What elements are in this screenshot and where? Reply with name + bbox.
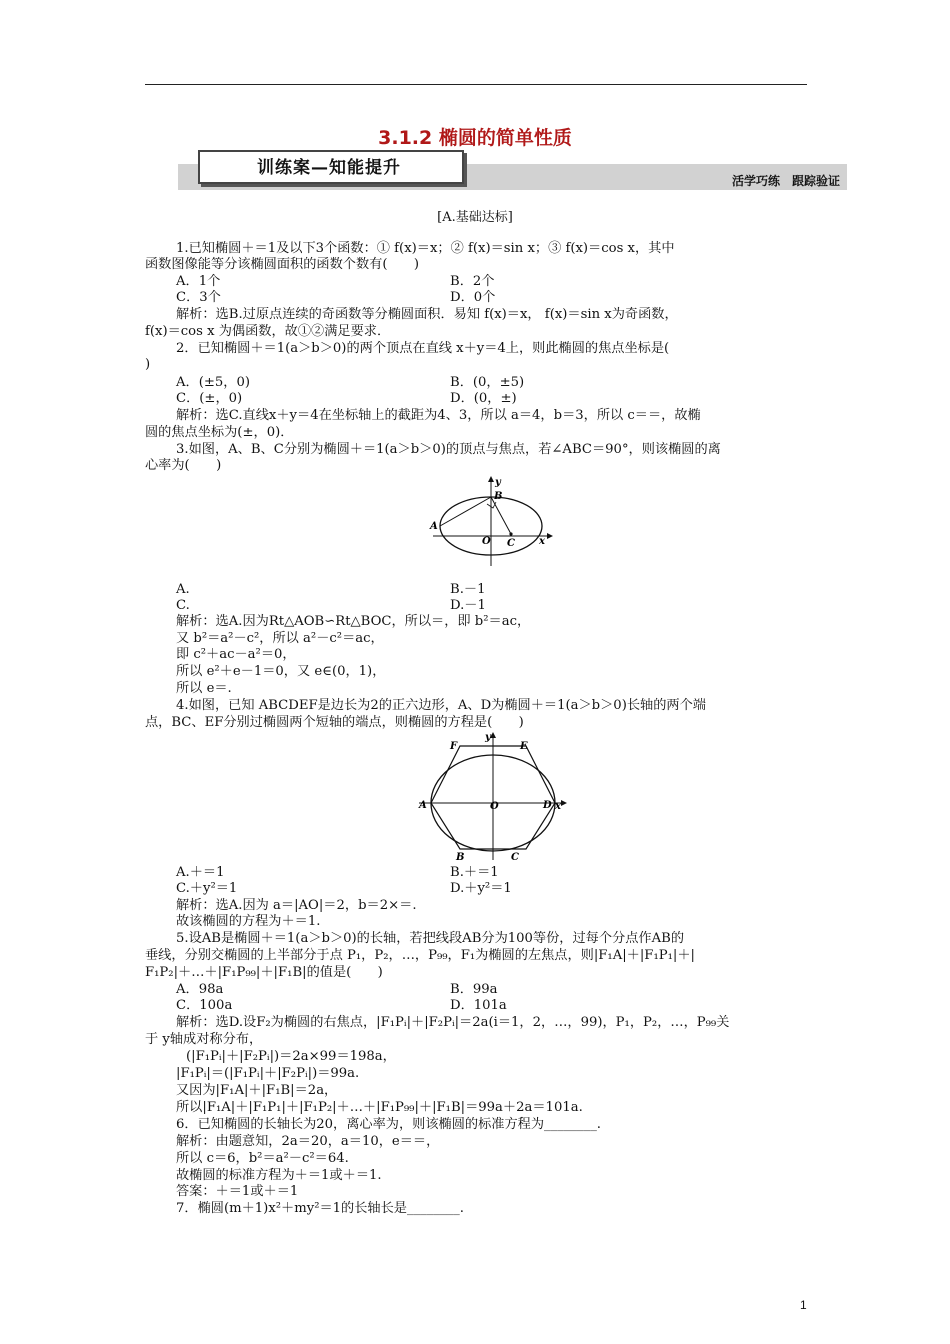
option-a: A．98a [176, 982, 224, 997]
option-b: B.－1 [450, 582, 486, 597]
hexagon-ellipse-figure [415, 728, 571, 864]
band-label: 训练案—知能提升 [257, 158, 401, 178]
label-x: x [539, 536, 545, 547]
text-line: 解析：选A.因为Rt△AOB∽Rt△BOC，所以＝，即 b²＝ac， [176, 614, 531, 629]
label-y: y [485, 732, 491, 743]
option-d: D．(0，±) [450, 391, 517, 406]
text-line: 圆的焦点坐标为(±，0)． [145, 425, 294, 440]
text-line: 所以 e²＋e－1＝0，又 e∈(0，1)， [176, 664, 386, 679]
option-d: D．0个 [450, 290, 496, 305]
text-line: 垂线，分别交椭圆的上半部分于点 P₁，P₂，…，P₉₉，F₁为椭圆的左焦点，则|F₁A|＋|F₁P₁|＋| [145, 948, 695, 963]
page-number: 1 [800, 1298, 807, 1312]
label-x: x [555, 801, 561, 812]
text-line: 所以 e＝. [176, 681, 232, 696]
text-line: 又 b²＝a²－c²，所以 a²－c²＝ac， [176, 631, 384, 646]
section-heading: [A.基础达标] [437, 210, 513, 225]
option-a: A. [176, 582, 190, 597]
text-line: (|F₁Pᵢ|＋|F₂Pᵢ|)＝2a×99＝198a， [186, 1049, 396, 1064]
text-line: 5.设AB是椭圆＋＝1(a＞b＞0)的长轴，若把线段AB分为100等份，过每个分点作AB的 [176, 931, 685, 946]
option-a: A．(±5，0) [176, 375, 251, 390]
text-line: 于 y轴成对称分布， [145, 1032, 263, 1047]
option-d: D．101a [450, 998, 507, 1013]
label-D: D [543, 800, 552, 811]
header-rule [145, 84, 807, 85]
option-c: C．100a [176, 998, 233, 1013]
text-line: f(x)＝cos x 为偶函数，故①②满足要求． [145, 324, 391, 339]
label-E: E [520, 741, 528, 752]
text-line: 解析：选A.因为 a＝|AO|＝2，b＝2×＝. [176, 898, 417, 913]
ellipse-figure-1 [425, 474, 555, 570]
label-C: C [511, 852, 519, 863]
label-B: B [494, 491, 503, 502]
option-b: B．99a [450, 982, 498, 997]
option-a: A．1个 [176, 274, 221, 289]
text-line: 解析：选C.直线x＋y＝4在坐标轴上的截距为4、3，所以 a＝4，b＝3，所以 c＝＝，故椭 [176, 408, 701, 423]
text-line: 所以|F₁A|＋|F₁P₁|＋|F₁P₂|＋…＋|F₁P₉₉|＋|F₁B|＝99a＋2a＝101a. [176, 1100, 583, 1115]
text-line: 1.已知椭圆＋＝1及以下3个函数：① f(x)＝x；② f(x)＝sin x；③ f(x)＝cos x，其中 [176, 241, 675, 256]
option-c: C．(±，0) [176, 391, 243, 406]
text-line: 故该椭圆的方程为＋＝1. [176, 914, 321, 929]
label-C: C [507, 538, 515, 549]
option-b: B．2个 [450, 274, 495, 289]
text-line: 点，BC、EF分别过椭圆两个短轴的端点，则椭圆的方程是( ) [145, 715, 524, 730]
label-O: O [482, 536, 491, 547]
text-line: 函数图像能等分该椭圆面积的函数个数有( ) [145, 257, 420, 272]
text-line: 2．已知椭圆＋＝1(a＞b＞0)的两个顶点在直线 x＋y＝4上，则此椭圆的焦点坐标是( [176, 341, 670, 356]
text-line: 又因为|F₁A|＋|F₁B|＝2a， [176, 1083, 338, 1098]
label-B: B [456, 852, 465, 863]
answer-line: 答案：＋＝1或＋＝1 [176, 1184, 299, 1199]
option-c: C. [176, 598, 190, 613]
text-line: 解析：由题意知，2a＝20，a＝10，e＝＝， [176, 1134, 440, 1149]
text-line: 6．已知椭圆的长轴长为20，离心率为，则该椭圆的标准方程为________. [176, 1117, 601, 1132]
text-line: F₁P₂|＋…＋|F₁P₉₉|＋|F₁B|的值是( ) [145, 965, 383, 980]
text-line: |F₁Pᵢ|＝(|F₁Pᵢ|＋|F₂Pᵢ|)＝99a. [176, 1066, 360, 1081]
text-line: 心率为( ) [145, 458, 222, 473]
label-A: A [430, 521, 438, 532]
text-line: 即 c²＋ac－a²＝0， [176, 647, 296, 662]
text-line: 4.如图，已知 ABCDEF是边长为2的正六边形，A、D为椭圆＋＝1(a＞b＞0)长轴的两个端 [176, 698, 706, 713]
option-d: D.＋y²＝1 [450, 881, 512, 896]
option-a: A.＋＝1 [176, 865, 225, 880]
text-line: 3.如图，A、B、C分别为椭圆＋＝1(a＞b＞0)的顶点与焦点，若∠ABC＝90°，则该椭圆的离 [176, 442, 721, 457]
label-y: y [495, 477, 501, 488]
text-line: 所以 c＝6，b²＝a²－c²＝64. [176, 1151, 349, 1166]
option-b: B．(0，±5) [450, 375, 525, 390]
option-d: D.－1 [450, 598, 486, 613]
band-right-label: 活学巧练 跟踪验证 [731, 174, 840, 188]
text-line: 7．椭圆(m＋1)x²＋my²＝1的长轴长是________. [176, 1201, 464, 1216]
option-b: B.＋＝1 [450, 865, 499, 880]
text-line: 故椭圆的标准方程为＋＝1或＋＝1. [176, 1168, 382, 1183]
option-c: C．3个 [176, 290, 221, 305]
text-line: 解析：选D.设F₂为椭圆的右焦点，|F₁Pᵢ|＋|F₂Pᵢ|＝2a(i＝1，2，…，99)，P₁，P₂，…，P₉₉关 [176, 1015, 730, 1030]
label-F: F [450, 741, 458, 752]
text-line: ) [145, 357, 151, 372]
label-O: O [490, 801, 499, 812]
text-line: 解析：选B.过原点连续的奇函数等分椭圆面积．易知 f(x)＝x， f(x)＝sin x为奇函数， [176, 307, 678, 322]
option-c: C.＋y²＝1 [176, 881, 238, 896]
label-A: A [419, 800, 427, 811]
page-title: 3.1.2 椭圆的简单性质 [378, 127, 572, 149]
